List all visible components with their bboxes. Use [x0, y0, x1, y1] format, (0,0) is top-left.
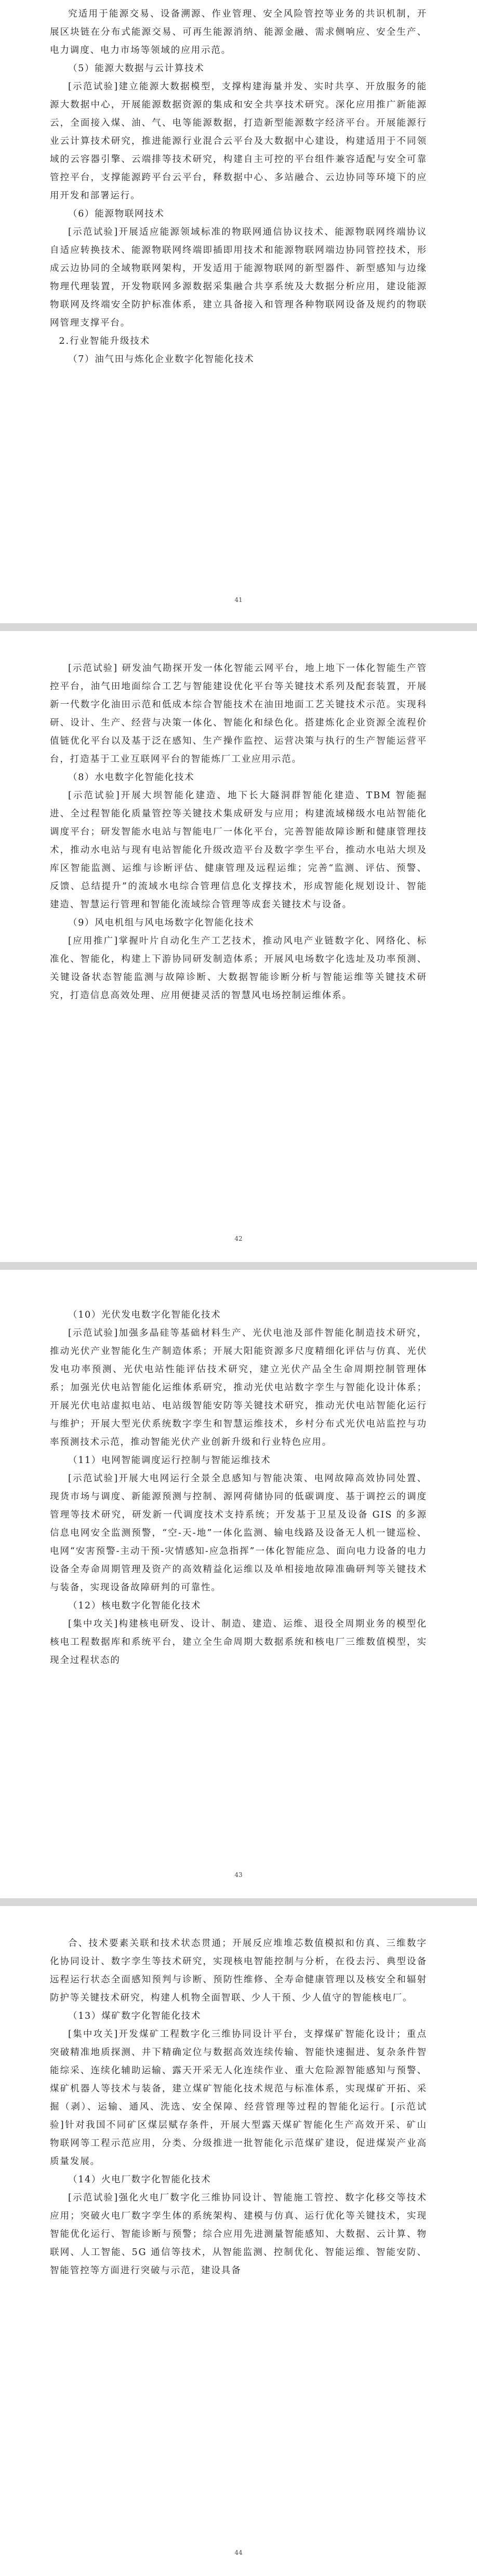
- chapter-subtitle: 2.行业智能升级技术: [59, 336, 151, 346]
- body-paragraph: [集中攻关]构建核电研发、设计、制造、建造、运维、退役全周期业务的模型化核电工程数据库和系统平台，建立全生命周期大数据系统和核电厂三维数值模型，实现全过程状态的: [50, 1619, 427, 1666]
- body-paragraph: [示范试验]开展适应能源领域标准的物联网通信协议技术、能源物联网终端协议自适应转换技术、能源物联网终端即插即用技术和能源物联网端边协同管控技术，形成云边协同的全域物联网架构，开发适用于能源物联网的新型器件、新型感知与边缘物理代理装置，开发物联网多源数据采集融合共享系统及大数据分析应用，建设能源物联网及终端安全防护标准体系，建立具备接入和管理各种物联网设备及规约的物联网管理支撑平台。: [50, 227, 427, 328]
- body-paragraph: [示范试验]强化火电厂数字化三维协同设计、智能施工管控、数字化移交等技术应用；突破火电厂数字孪生体的系统架构、建模与仿真、运行优化等关键技术，实现智能优化运行、智能诊断与预警；综合应用先进测量智能感知、大数据、云计算、物联网、人工智能、5G 通信等技术，从智能监测、控制优化、智能运维、智能安防、智能管控等方面进行突破与示范，建设具备: [50, 2193, 427, 2276]
- page-content: [50, 660, 427, 1005]
- body-paragraph: [集中攻关]开发煤矿工程数字化三维协同设计平台，支撑煤矿智能化设计；重点突破精准地质探测、井下精确定位与数据高效连续传输、智能快速掘进、复杂条件智能综采、连续化辅助运输、露天开采无人化连续作业、重大危险源智能感知与预警、煤矿机器人等技术与装备，建立煤矿智能化技术规范与标准体系，实现煤矿开拓、采掘（剥）、运输、通风、洗选、安全保障、经营管理等过程的智能化运行。[示范试验]针对我国不同矿区煤层赋存条件，开展大型露天煤矿智能化生产高效开采、矿山物联网等工程示范应用，分类、分级推进一批智能化示范煤矿建设，促进煤炭产业高质量发展。: [50, 2029, 427, 2167]
- document-page: [0, 1270, 477, 1898]
- body-paragraph: [示范试验]加强多晶硅等基础材料生产、光伏电池及部件智能化制造技术研究，推动光伏产业智能化生产制造体系；开展大阳能资源多尺度精细化评估与仿真、光伏发电功率预测、光伏电站性能评估技术研究，建立光伏产品全生命周期控制管理体系；加强光伏电站智能化运维体系研究，推动光伏电站数字孪生与智能化设计体系；开展光伏电站虚拟电站、电站级智能安防等关键技术研究，推动光伏电站智能化运行与维护；开展大型光伏系统数字孪生和智慧运维技术，乡村分布式光伏电站监控与功率预测技术示范，推动智能光伏产业创新升级和行业特色应用。: [50, 1328, 427, 1447]
- section-heading: （6）能源物联网技术: [68, 209, 165, 219]
- page-content: [50, 1935, 427, 2280]
- section-heading: （10）光伏发电数字化智能化技术: [68, 1310, 221, 1320]
- document-page: [0, 1906, 477, 2576]
- section-heading: （9）风电机组与风电场数字化智能化技术: [68, 918, 255, 928]
- body-paragraph: [示范试验]建立能源大数据模型，支撑构建海量并发、实时共享、开放服务的能源大数据中心，开展能源数据资源的集成和安全共享技术研究。深化应用推广新能源云，全面接入煤、油、气、电等能源数据，打造新型能源数字经济平台。开展能源行业云计算技术研究，推进能源行业混合云平台及大数据中心建设，构建适用于不同领域的云容器引擎、云端排等技术研究，构建自主可控的平台组件兼容适配与安全可靠管控平台，支撑能源跨平台云平台，释数据中心、多站融合、云边协同等环境下的应用开发和部署运行。: [50, 82, 427, 201]
- page-number: 44: [234, 2549, 243, 2556]
- body-paragraph: [应用推广]掌握叶片自动化生产工艺技术，推动风电产业链数字化、网络化、标准化、智能化，构建上下游协同研发制造体系；开展风电场数字化选址及功率预测、关键设备状态智能监测与故障诊断、大数据智能诊断分析与智能运维等关键技术研究，打造信息高效处理、应用便捷灵活的智慧风电场控制运维体系。: [50, 936, 427, 1001]
- body-paragraph: [示范试验]开展大坝智能化建造、地下长大隧洞群智能化建造、TBM 智能掘进、全过程智能化质量管控等关键技术集成研发与应用；构建流域梯级水电站智能化调度平台；研发智能水电站与智能电厂一体化平台，完善智能故障诊断和健康管理技术，推动水电站与现有电站智能化升级改造平台及数字孪生平台，推动水电站大坝及库区智能监测、运维与诊断评估、健康管理及远程运维；完善“监测、评估、预警、反馈、总结提升”的流域水电综合管理信息化支撑技术，形成智能化规划设计、智能建造、智慧运行管理和智能化流域综合管理等成套关键技术与设备。: [50, 790, 427, 910]
- section-heading: （12）核电数字化智能化技术: [68, 1601, 202, 1611]
- body-paragraph: [示范试验]开展大电网运行全景全息感知与智能决策、电网故障高效协同处置、现货市场与调度、新能源预测与控制、源网荷储协同的低碳调度、基于调控云的调度管理等技术研究，研发新一代调度技术支持系统；开发基于卫星及设备 GIS 的多源信息电网安全监测预警，“空-天-地”一体化监测、输电线路及设备无人机一键巡检、电网“安害预警-主动干预-灾情感知-应急指挥”一体化智能应急、面向电力设备的电力设备全寿命周期管理及资产的高效精益化运维以及单相接地故障准确研判等关键技术与装备，实现设备故障研判的可靠性。: [50, 1473, 427, 1593]
- page-content: [50, 5, 427, 369]
- page-number: 43: [234, 1871, 243, 1879]
- section-heading: （11）电网智能调度运行控制与智能运维技术: [68, 1455, 271, 1466]
- section-heading: （13）煤矿数字化智能化技术: [68, 2011, 202, 2021]
- page-number: 42: [234, 1235, 243, 1242]
- section-heading: （14）火电厂数字化智能化技术: [68, 2175, 211, 2185]
- body-paragraph: [示范试验] 研发油气勘探开发一体化智能云网平台，地上地下一体化智能生产管控平台，油气田地面综合工艺与智能建设优化平台等关键技术系列及配套装置，开展新一代数字化油田示范和低成本综合智能技术在油田地面工艺关键技术示范。实现科研、设计、生产、经营与决策一体化、智能化和绿色化。搭建炼化企业资源全流程价值链优化平台以及基于泛在感知、生产操作监控、运营决策与执行的生产智能运营平台，打造基于工业互联网平台的智能炼厂工业应用示范。: [50, 663, 427, 764]
- page-content: [50, 1306, 427, 1670]
- document-page: [0, 631, 477, 1262]
- section-heading: （7）油气田与炼化企业数字化智能化技术: [68, 354, 255, 365]
- section-heading: （5）能源大数据与云计算技术: [68, 63, 205, 74]
- document-page: [0, 0, 477, 623]
- page-number: 41: [234, 596, 243, 603]
- body-paragraph: 究适用于能源交易、设备溯源、作业管理、安全风险管控等业务的共识机制，开展区块链在分布式能源交易、可再生能源消纳、能源金融、需求侧响应、安全生产、电力调度、电力市场等领域的应用示范。: [50, 9, 427, 56]
- section-heading: （8）水电数字化智能化技术: [68, 772, 195, 783]
- body-paragraph: 合、技术要素关联和技术状态贯通；开展反应堆堆芯数值模拟和仿真、三维数字化协同设计、数字孪生等技术研究，实现核电智能控制与分析，在役去污、典型设备远程运行状态全面感知预判与诊断、预防性维修、全寿命健康管理以及核安全和辐射防护等关键技术研究，构建人机物全面智联、少人干预、少人值守的智能核电厂。: [50, 1938, 427, 2003]
